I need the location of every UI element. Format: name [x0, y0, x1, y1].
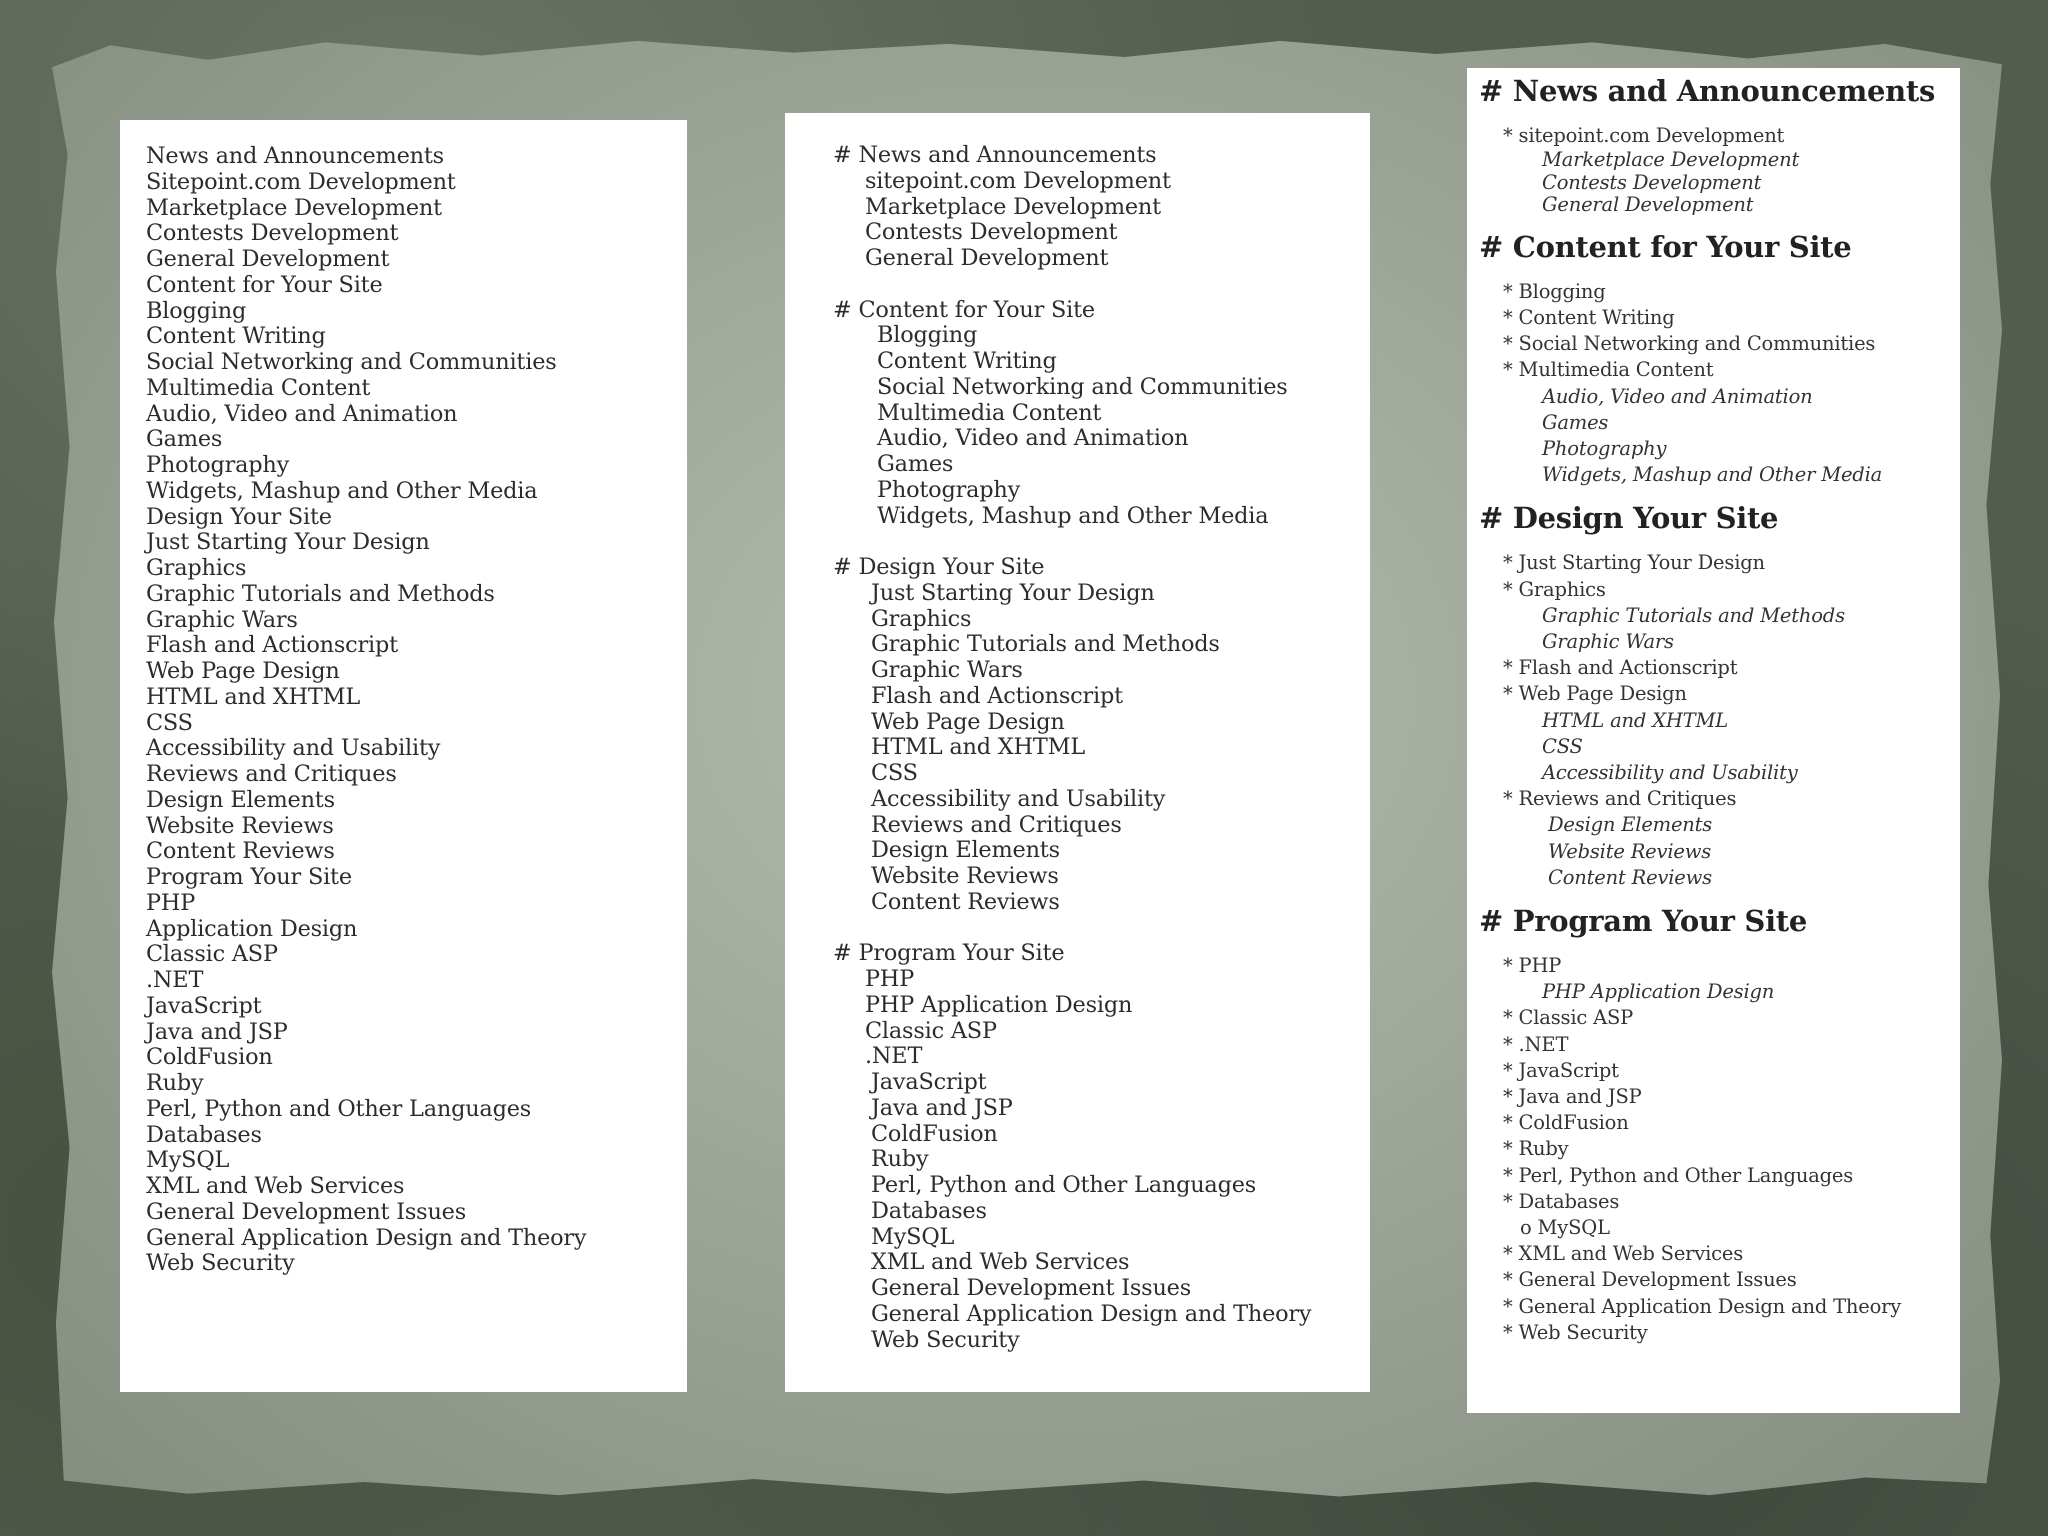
list-item: Blogging [146, 297, 247, 324]
list-item: o MySQL [1520, 1216, 1610, 1239]
list-item: HTML and XHTML [146, 683, 360, 710]
list-item: General Application Design and Theory [871, 1300, 1312, 1327]
list-item: * .NET [1503, 1032, 1569, 1056]
list-item: JavaScript [871, 1069, 987, 1095]
list-item: Design Your Site [146, 503, 332, 530]
list-item: Reviews and Critiques [146, 761, 397, 787]
list-item: Marketplace Development [865, 193, 1161, 220]
list-item: .NET [865, 1043, 923, 1070]
list-item: Ruby [871, 1146, 929, 1173]
list-item: * XML and Web Services [1503, 1242, 1744, 1266]
list-item: News and Announcements [146, 143, 444, 169]
list-item: Design Elements [1548, 813, 1713, 837]
list-item: * sitepoint.com Development [1503, 124, 1785, 147]
section-heading: # Content for Your Site [1479, 229, 1852, 264]
list-item: Photography [146, 452, 290, 478]
list-item: General Development [865, 245, 1109, 271]
list-item: Content for Your Site [146, 271, 383, 298]
list-item: * Ruby [1503, 1137, 1569, 1161]
list-item: * Reviews and Critiques [1503, 787, 1737, 811]
list-item: Audio, Video and Animation [877, 425, 1189, 452]
list-item: * Java and JSP [1503, 1084, 1642, 1108]
list-item: PHP [146, 889, 196, 916]
list-item: Games [1542, 410, 1609, 434]
section-gap [833, 916, 1370, 942]
list-item: ColdFusion [871, 1120, 998, 1147]
list-item: * JavaScript [1503, 1058, 1619, 1082]
section-heading: # Content for Your Site [833, 296, 1095, 323]
list-item: Social Networking and Communities [877, 373, 1288, 400]
list-item: * Blogging [1503, 279, 1606, 303]
list-item: Widgets, Mashup and Other Media [877, 502, 1269, 529]
list-item: Graphic Tutorials and Methods [1542, 603, 1845, 627]
section [1479, 488, 1960, 891]
list-item: Photography [877, 476, 1021, 503]
list-item: CSS [871, 760, 918, 786]
formatted-list-panel [1467, 68, 1960, 1413]
list-item: Java and JSP [871, 1094, 1013, 1121]
list-item: Flash and Actionscript [146, 632, 398, 659]
section [1479, 891, 1960, 1346]
list-item: Widgets, Mashup and Other Media [146, 477, 538, 504]
list-item: HTML and XHTML [871, 734, 1085, 761]
section [1479, 68, 1960, 217]
list-item: Marketplace Development [1542, 148, 1800, 172]
list-item: JavaScript [146, 992, 262, 1019]
list-item: Program Your Site [146, 864, 352, 890]
list-item: Blogging [877, 322, 978, 349]
list-item: Java and JSP [146, 1018, 288, 1045]
list-item: Design Elements [871, 837, 1060, 864]
section-heading: # Design Your Site [1479, 501, 1779, 536]
list-item: CSS [1542, 734, 1583, 758]
indented-list-panel [785, 113, 1370, 1392]
section-gap [833, 272, 1370, 298]
list-item: * General Application Design and Theory [1503, 1294, 1902, 1318]
list-item: Graphic Tutorials and Methods [146, 580, 495, 607]
section-heading: # News and Announcements [833, 142, 1157, 168]
list-item: * Databases [1503, 1189, 1620, 1213]
list-item: * Multimedia Content [1503, 358, 1714, 382]
list-item: Multimedia Content [877, 399, 1102, 426]
list-item: CSS [146, 709, 193, 736]
list-item: Photography [1542, 436, 1667, 460]
list-item: Graphic Wars [871, 657, 1023, 683]
list-item: Social Networking and Communities [146, 349, 557, 375]
list-item: Accessibility and Usability [1542, 760, 1798, 784]
list-item: General Development [1542, 193, 1754, 217]
list-item: Design Elements [146, 786, 335, 813]
list-item: General Application Design and Theory [146, 1224, 587, 1251]
list-item: PHP Application Design [1542, 980, 1775, 1004]
list-item: Games [877, 451, 954, 477]
list-item: * Perl, Python and Other Languages [1503, 1163, 1854, 1187]
list-item: Web Security [146, 1250, 295, 1277]
list-item: Databases [146, 1121, 262, 1148]
section-heading: # Design Your Site [833, 554, 1045, 580]
list-item: PHP [865, 966, 915, 992]
list-item: * Web Security [1503, 1320, 1648, 1344]
list-item: Widgets, Mashup and Other Media [1542, 463, 1883, 487]
list-item: Accessibility and Usability [146, 735, 441, 762]
list-item: Ruby [146, 1070, 204, 1096]
list-item: Contests Development [146, 220, 399, 247]
list-item: Web Page Design [871, 708, 1065, 735]
list-item: Content Reviews [871, 888, 1060, 915]
list-item: General Development Issues [871, 1275, 1192, 1301]
list-item: Flash and Actionscript [871, 682, 1123, 709]
section [1479, 217, 1960, 489]
list-item: XML and Web Services [871, 1249, 1130, 1276]
list-item: Contests Development [1542, 170, 1762, 194]
list-item: MySQL [871, 1223, 955, 1250]
plain-list-panel [120, 120, 687, 1392]
list-item: Web Security [871, 1326, 1020, 1353]
list-item: Website Reviews [871, 863, 1059, 889]
list-item: Content Reviews [146, 838, 335, 865]
list-item: * Content Writing [1503, 305, 1675, 329]
list-item: Graphic Wars [146, 606, 298, 633]
list-item: * Flash and Actionscript [1503, 656, 1738, 680]
list-item: MySQL [146, 1147, 230, 1174]
list-item: PHP Application Design [865, 991, 1133, 1018]
list-item: XML and Web Services [146, 1173, 405, 1199]
list-item: Audio, Video and Animation [1542, 384, 1813, 408]
list-item: Multimedia Content [146, 374, 371, 401]
list-item: Just Starting Your Design [146, 529, 430, 556]
list-item: Contests Development [865, 219, 1118, 246]
list-item: Accessibility and Usability [871, 785, 1166, 812]
list-item: * ColdFusion [1503, 1111, 1629, 1135]
list-item: General Development Issues [146, 1198, 467, 1225]
list-item: ColdFusion [146, 1044, 273, 1071]
list-item: Games [146, 426, 223, 453]
list-item: * General Development Issues [1503, 1268, 1797, 1292]
list-item: General Development [146, 246, 390, 272]
list-item: Databases [871, 1197, 987, 1224]
list-item: * Just Starting Your Design [1503, 551, 1765, 575]
list-item: Graphic Tutorials and Methods [871, 631, 1220, 658]
list-item: Content Reviews [1548, 865, 1712, 889]
list-item: * Web Page Design [1503, 682, 1687, 706]
list-item: Marketplace Development [146, 194, 442, 221]
list-item: Website Reviews [146, 812, 334, 839]
list-item: Classic ASP [865, 1017, 997, 1044]
list-item: Sitepoint.com Development [146, 168, 456, 195]
list-item: Graphic Wars [1542, 629, 1674, 653]
list-item: Web Page Design [146, 658, 340, 684]
list-item: * PHP [1503, 953, 1562, 977]
list-item: Application Design [146, 915, 358, 942]
list-item: HTML and XHTML [1542, 708, 1729, 732]
list-item: Graphics [871, 605, 972, 632]
list-item: Content Writing [146, 323, 326, 350]
section-gap [833, 529, 1370, 555]
section-heading: # Program Your Site [1479, 903, 1808, 938]
section-heading: # Program Your Site [833, 940, 1065, 967]
section-heading: # News and Announcements [1479, 74, 1936, 108]
list-item: Perl, Python and Other Languages [871, 1172, 1257, 1198]
list-item: sitepoint.com Development [865, 167, 1171, 194]
list-item: * Classic ASP [1503, 1006, 1634, 1030]
list-item: Website Reviews [1548, 839, 1712, 863]
list-item: Reviews and Critiques [871, 811, 1122, 838]
list-item: .NET [146, 967, 204, 993]
list-item: Just Starting Your Design [871, 579, 1155, 606]
list-item: Audio, Video and Animation [146, 400, 458, 427]
list-item: * Graphics [1503, 577, 1606, 601]
list-item: Content Writing [877, 348, 1057, 374]
list-item: Graphics [146, 555, 247, 581]
list-item: * Social Networking and Communities [1503, 332, 1876, 356]
list-item: Classic ASP [146, 941, 278, 968]
list-item: Perl, Python and Other Languages [146, 1095, 532, 1122]
